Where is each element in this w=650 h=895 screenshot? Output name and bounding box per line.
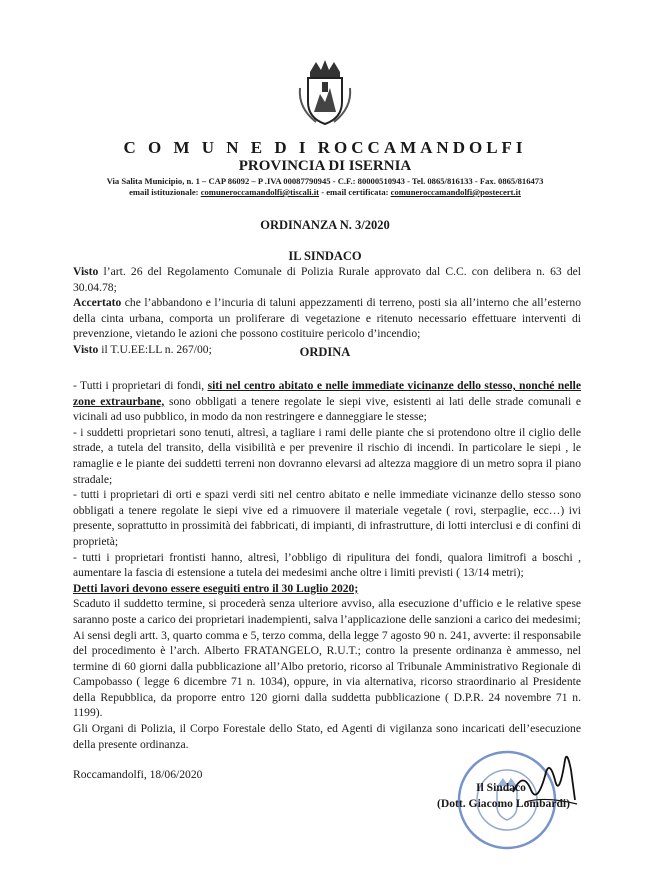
preamble: [73, 264, 581, 358]
accertato-text: che l’abbandono e l’incuria di taluni appezzamenti di terreno, posti sia all’interno che all’esterno della cinta urbana, comporta un proliferare di vegetazione e ritenuto necessario effettuare interventi di prevenzione, vietando le azioni che possono costituire pericolo d’incendio;: [73, 296, 581, 341]
municipal-crest-icon: [296, 58, 354, 128]
p7-text: Ai sensi degli artt. 3, quarto comma e 5, terzo comma, della legge 7 agosto 90 n. 241, avverte: il responsabile del procedimento è l’arch. Alberto FRATANGELO, R.U.T.; contro la presente ordinanza è ammesso, nel termine di 60 giorni dalla pubblicazione all’Albo pretorio, ricorso al Tribunale Amministrativo Regionale di Campobasso ( legge 6 dicembre 71 n. 1034), oppure, in via alternativa, ricorso straordinario al Presidente della Repubblica, da proporre entro 120 giorni dalla suddetta pubblicazione ( D.P.R. 24 novembre 71 n. 1199).: [73, 628, 581, 720]
visto-text: l’art. 26 del Regolamento Comunale di Polizia Rurale approvato dal C.C. con delibera n. 63 del 30.04.78;: [73, 265, 581, 294]
email-line: [0, 187, 650, 197]
visto-lead: Visto: [73, 265, 99, 278]
deadline-text: Detti lavori devono essere eseguiti entro il 30 Luglio 2020;: [73, 581, 359, 595]
ordina-heading: ORDINA: [299, 345, 351, 359]
signer-title: Il Sindaco: [476, 781, 526, 794]
p1-bold: siti nel centro abitato e nelle immediate vicinanze dello stesso, nonché nelle zone extraurbane,: [73, 379, 581, 408]
address-line: Via Salita Municipio, n. 1 – CAP 86092 – P .IVA 00087790945 - C.F.: 80000510943 - Tel. 0865/816133 - Fax. 0865/816473: [106, 176, 544, 186]
signer-name: (Dott. Giacomo Lombardi): [437, 797, 570, 810]
p4-text: - tutti i proprietari frontisti hanno, altresì, l’obbligo di ripulitura dei fondi, qualora limitrofi a boschi , aumentare la fascia di estensione a tutela dei medesimi anche oltre i limiti previsti ( 13/14 metri);: [73, 550, 581, 580]
comune-title: C O M U N E D I ROCCAMANDOLFI: [123, 138, 527, 157]
email-istituzionale-link[interactable]: comuneroccamandolfi@tiscali.it: [200, 187, 320, 197]
p6-text: Scaduto il suddetto termine, si procederà senza ulteriore avviso, alla esecuzione d’ufficio e le relative spese saranno poste a carico dei proprietari inadempienti, salva l’applicazione delle sanzioni a carico dei medesimi;: [73, 597, 581, 626]
p2-text: - i suddetti proprietari sono tenuti, altresì, a tagliare i rami delle piante che si protendono oltre il ciglio delle strade, a tutela del transito, della visibilità e per prevenire il rischio di incendi. In particolare le siepi , le ramaglie e le piante dei suddetti terreni non dovranno elevarsi ad altezza maggiore di un metro sopra il piano stradale;: [73, 425, 581, 486]
provincia-title: PROVINCIA DI ISERNIA: [238, 158, 412, 174]
email-certificata-label: - email certificata:: [319, 187, 389, 197]
ordinance-body: [73, 378, 581, 752]
place-date: Roccamandolfi, 18/06/2020: [73, 768, 203, 781]
p3-text: - tutti i proprietari di orti e spazi verdi siti nel centro abitato e nelle immediate vicinanze dello stesso sono obbligati a tenere regolate le siepi vive ed a rimuovere il materiale vegetale ( rovi, sterpaglie, ecc…) ivi presente, soprattutto in prossimità dei fabbricati, di impianti, di infrastrutture, di lotti interclusi e di confini di proprietà;: [73, 488, 581, 548]
ordinanza-number: ORDINANZA N. 3/2020: [260, 218, 390, 232]
accertato-lead: Accertato: [73, 296, 122, 310]
p8-text: Gli Organi di Polizia, il Corpo Forestale dello Stato, ed Agenti di vigilanza sono incaricati dell’esecuzione della presente ordinanza.: [73, 722, 581, 751]
email-istituzionale-label: email istituzionale:: [129, 187, 199, 197]
visto2-text: il T.U.EE:LL n. 267/00;: [98, 342, 212, 356]
email-certificata-link[interactable]: comuneroccamandolfi@postecert.it: [390, 187, 521, 197]
il-sindaco-heading: IL SINDACO: [288, 249, 362, 263]
visto2-lead: Visto: [73, 342, 99, 356]
p1-text-a: - Tutti i proprietari di fondi,: [73, 379, 208, 392]
p1-text-b: sono obbligati a tenere regolate le siepi vive, esistenti ai lati delle strade comunali e vicinali ad uso pubblico, in modo da non restringere e danneggiare le stesse;: [73, 394, 581, 424]
